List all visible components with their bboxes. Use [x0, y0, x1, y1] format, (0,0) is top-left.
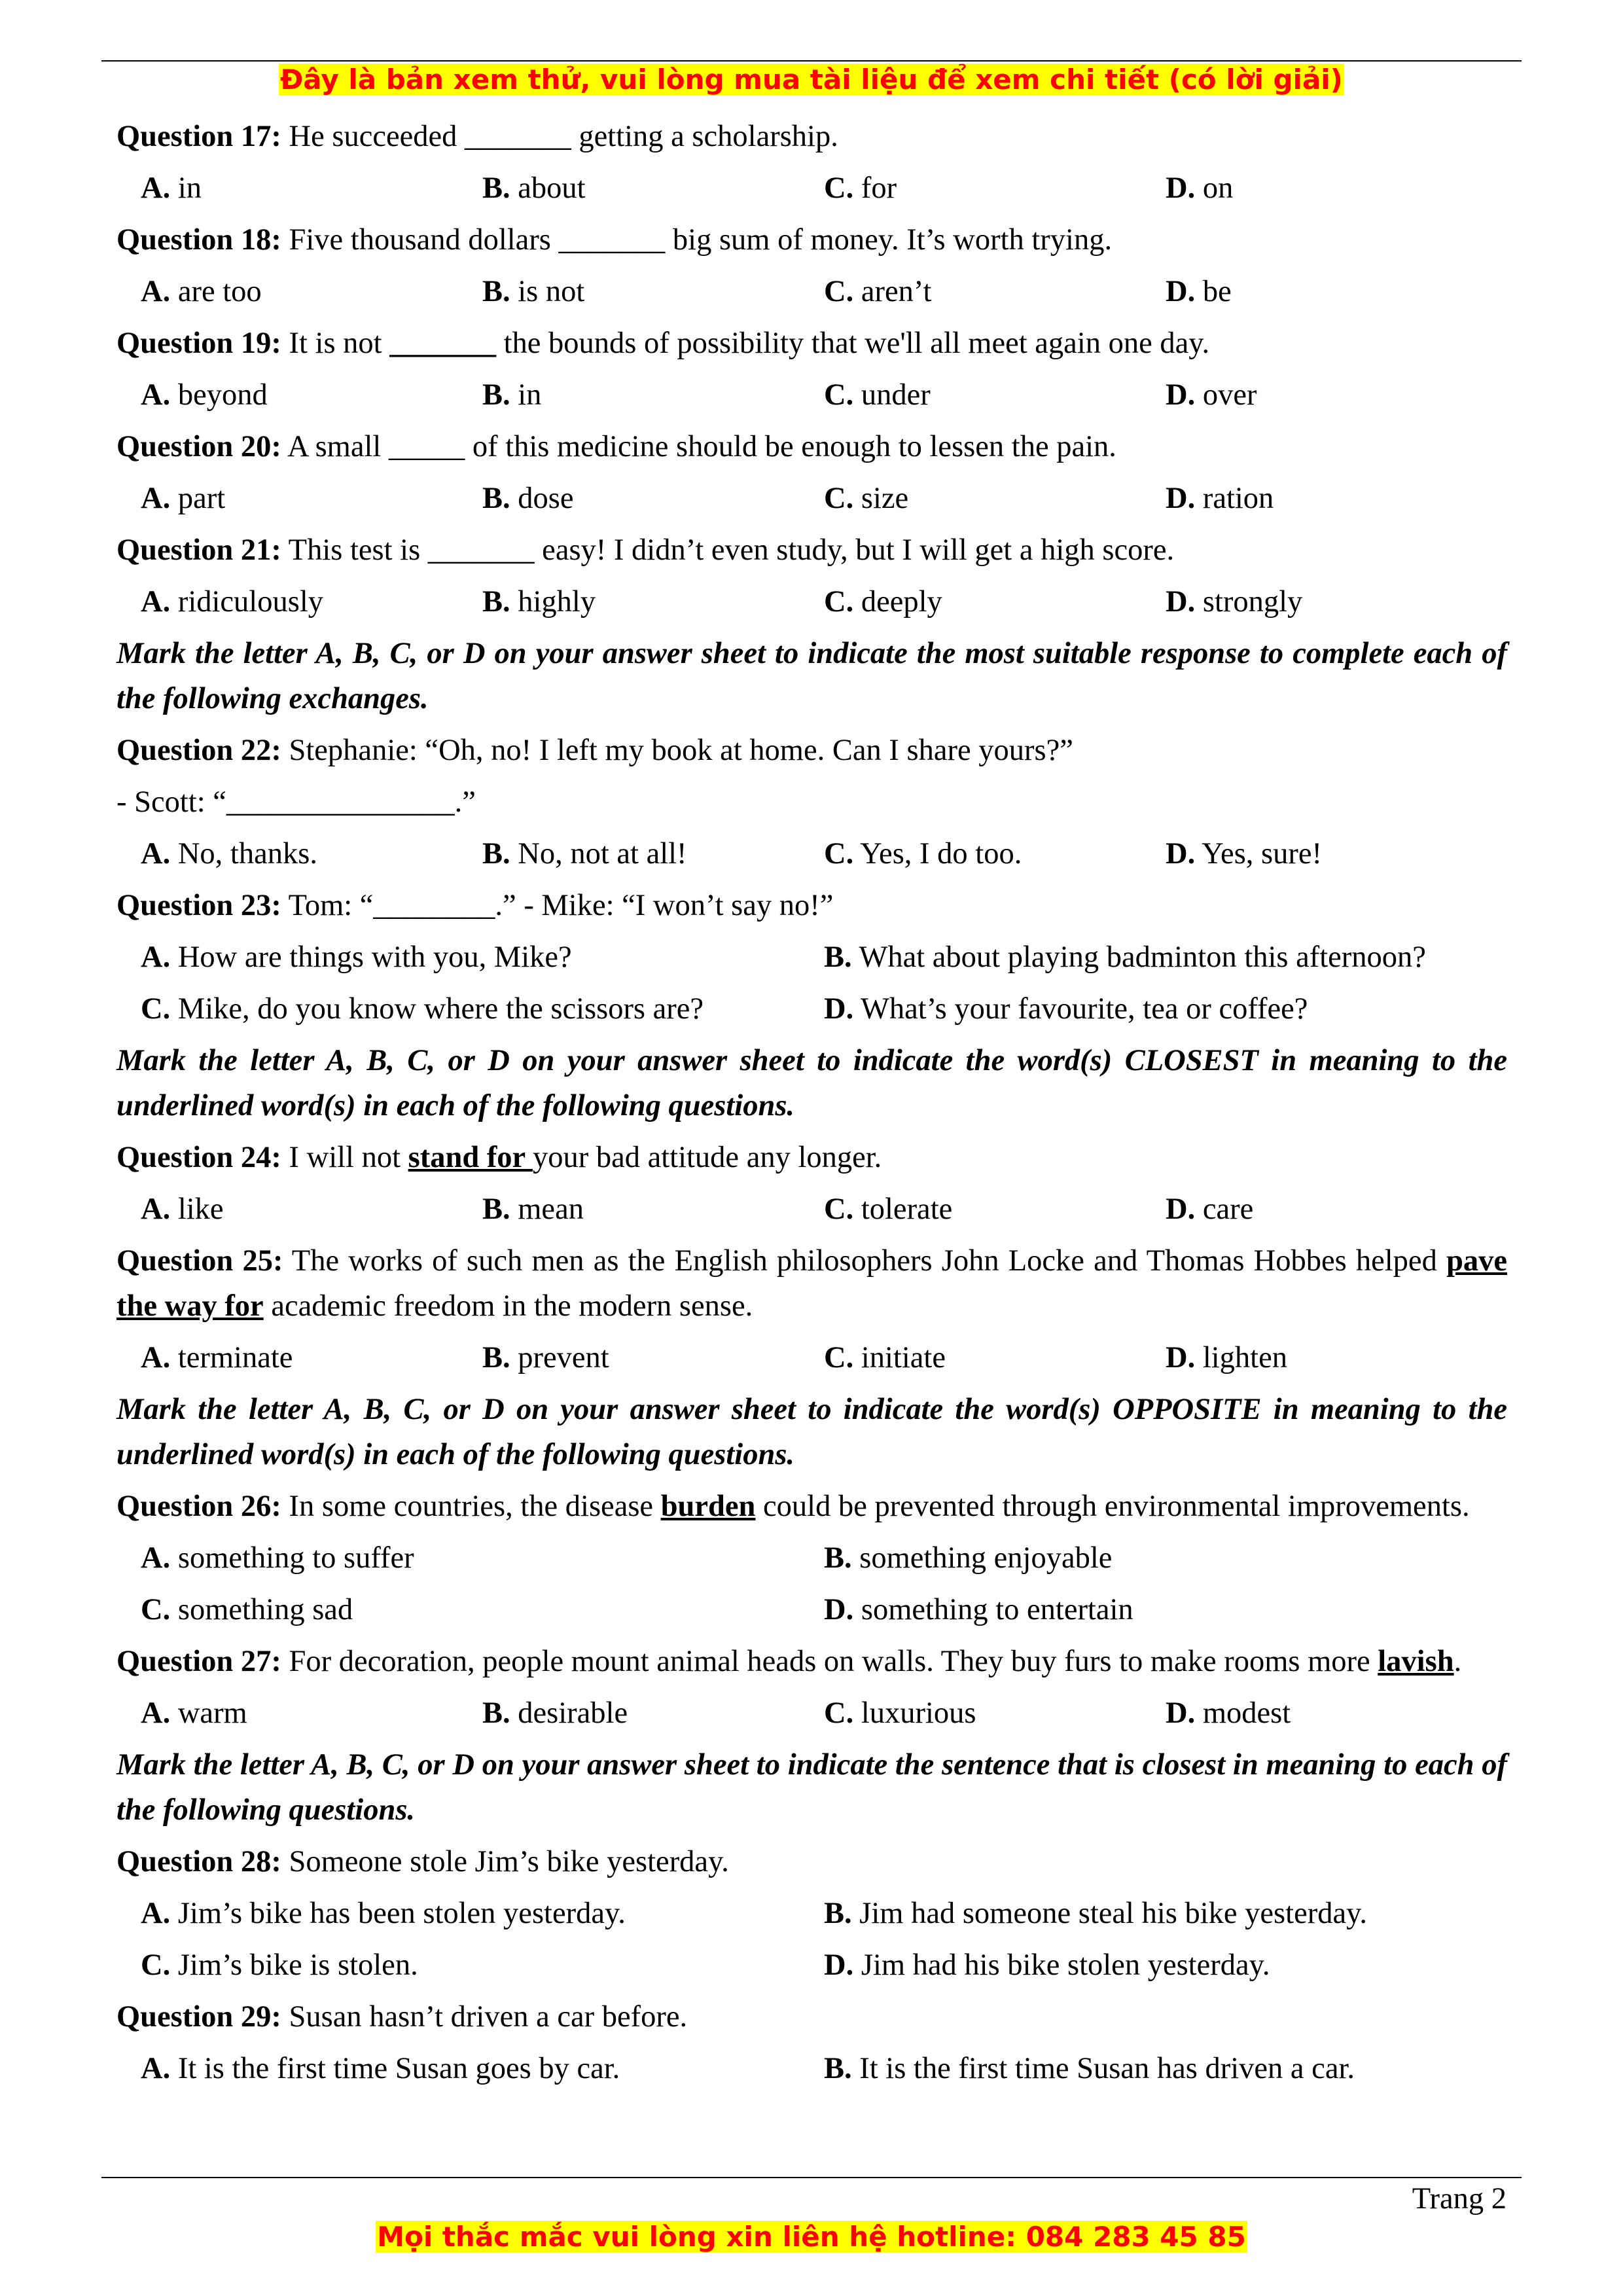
question-26-options-row2 [116, 1584, 1507, 1636]
question-29: Question 29: Susan hasn’t driven a car before. [116, 2000, 688, 2034]
question-22-options [116, 828, 1507, 880]
option-d[interactable]: D. modest [1166, 1696, 1291, 1730]
option-a[interactable]: A. terminate [141, 1341, 293, 1374]
option-a[interactable]: A. How are things with you, Mike? [141, 941, 572, 974]
question-26: Question 26: In some countries, the disease burden could be prevented through environmental improvements. [116, 1490, 1470, 1523]
option-a[interactable]: A. ridiculously [141, 585, 323, 619]
page-number: Trang 2 [1412, 2182, 1507, 2215]
header-banner-text: Đây là bản xem thử, vui lòng mua tài liệu để xem chi tiết (có lời giải) [280, 63, 1343, 96]
option-b[interactable]: B. prevent [482, 1341, 609, 1374]
question-28-options-row1 [116, 1888, 1507, 1939]
option-c[interactable]: C. luxurious [824, 1696, 976, 1730]
question-19-options [116, 369, 1507, 421]
question-29-options-row1 [116, 2043, 1507, 2094]
option-a[interactable]: A. beyond [141, 378, 268, 412]
option-a[interactable]: A. are too [141, 275, 262, 308]
option-d[interactable]: D. Yes, sure! [1166, 837, 1322, 870]
underlined-phrase: pave the way for [116, 1244, 1507, 1323]
option-c[interactable]: C. aren’t [824, 275, 932, 308]
question-20: Question 20: A small _____ of this medicine should be enough to lessen the pain. [116, 430, 1116, 463]
option-b[interactable]: B. something enjoyable [824, 1541, 1113, 1575]
option-d[interactable]: D. lighten [1166, 1341, 1287, 1374]
option-c[interactable]: C. initiate [824, 1341, 946, 1374]
option-b[interactable]: B. highly [482, 585, 596, 619]
question-27: Question 27: For decoration, people mount animal heads on walls. They buy furs to make rooms more lavish. [116, 1645, 1462, 1678]
option-a[interactable]: A. Jim’s bike has been stolen yesterday. [141, 1897, 626, 1930]
footer-banner [0, 2219, 1623, 2255]
option-b[interactable]: B. about [482, 171, 586, 205]
question-24-options [116, 1183, 1507, 1235]
question-20-options [116, 473, 1507, 524]
option-a[interactable]: A. in [141, 171, 202, 205]
question-28-options-row2 [116, 1939, 1507, 1991]
option-c[interactable]: C. size [824, 482, 909, 515]
option-a[interactable]: A. No, thanks. [141, 837, 317, 870]
option-c[interactable]: C. deeply [824, 585, 942, 619]
question-17-options [116, 162, 1507, 214]
option-d[interactable]: D. over [1166, 378, 1257, 412]
question-22-response: - Scott: “_______________.” [116, 785, 476, 819]
option-c[interactable]: C. Yes, I do too. [824, 837, 1022, 870]
header-banner [0, 62, 1623, 98]
footer-rule [101, 2177, 1522, 2178]
option-b[interactable]: B. What about playing badminton this afternoon? [824, 941, 1426, 974]
option-d[interactable]: D. be [1166, 275, 1232, 308]
option-b[interactable]: B. desirable [482, 1696, 628, 1730]
option-d[interactable]: D. something to entertain [824, 1593, 1133, 1626]
option-b[interactable]: B. No, not at all! [482, 837, 687, 870]
option-c[interactable]: C. Mike, do you know where the scissors are? [141, 992, 704, 1026]
option-a[interactable]: A. It is the first time Susan goes by car. [141, 2052, 620, 2085]
question-27-options [116, 1687, 1507, 1739]
question-21-options [116, 576, 1507, 628]
instruction-closest: Mark the letter A, B, C, or D on your answer sheet to indicate the word(s) CLOSEST in meaning to the underlined word(s) in each of the following questions. [116, 1044, 1507, 1122]
question-18-options [116, 266, 1507, 317]
option-b[interactable]: B. mean [482, 1193, 584, 1226]
option-c[interactable]: C. Jim’s bike is stolen. [141, 1948, 418, 1982]
instruction-opposite: Mark the letter A, B, C, or D on your answer sheet to indicate the word(s) OPPOSITE in meaning to the underlined word(s) in each of the following questions. [116, 1393, 1507, 1471]
option-c[interactable]: C. tolerate [824, 1193, 953, 1226]
instruction-sentence: Mark the letter A, B, C, or D on your answer sheet to indicate the sentence that is closest in meaning to each of the following questions. [116, 1748, 1507, 1827]
underlined-word: lavish [1378, 1645, 1454, 1678]
option-a[interactable]: A. like [141, 1193, 224, 1226]
question-23-options-row2 [116, 983, 1507, 1035]
option-a[interactable]: A. warm [141, 1696, 247, 1730]
option-c[interactable]: C. under [824, 378, 931, 412]
instruction-exchanges: Mark the letter A, B, C, or D on your answer sheet to indicate the most suitable response to complete each of the following exchanges. [116, 637, 1507, 715]
option-d[interactable]: D. What’s your favourite, tea or coffee? [824, 992, 1308, 1026]
underlined-word: burden [660, 1490, 756, 1523]
option-b[interactable]: B. Jim had someone steal his bike yesterday. [824, 1897, 1367, 1930]
question-26-options-row1 [116, 1532, 1507, 1584]
option-b[interactable]: B. dose [482, 482, 574, 515]
question-25-options [116, 1332, 1507, 1384]
option-c[interactable]: C. for [824, 171, 897, 205]
question-22: Question 22: Stephanie: “Oh, no! I left my book at home. Can I share yours?” [116, 734, 1073, 767]
option-d[interactable]: D. strongly [1166, 585, 1303, 619]
option-a[interactable]: A. something to suffer [141, 1541, 414, 1575]
option-c[interactable]: C. something sad [141, 1593, 353, 1626]
question-24: Question 24: I will not stand for your bad attitude any longer. [116, 1141, 882, 1174]
option-d[interactable]: D. Jim had his bike stolen yesterday. [824, 1948, 1270, 1982]
question-17: Question 17: He succeeded _______ getting a scholarship. [116, 120, 838, 153]
option-b[interactable]: B. It is the first time Susan has driven a car. [824, 2052, 1355, 2085]
question-23: Question 23: Tom: “________.” - Mike: “I won’t say no!” [116, 889, 834, 922]
option-a[interactable]: A. part [141, 482, 226, 515]
question-25: Question 25: The works of such men as the English philosophers John Locke and Thomas Hobbes helped pave the way for academic freedom in the modern sense. [116, 1244, 1507, 1323]
footer-banner-text: Mọi thắc mắc vui lòng xin liên hệ hotline: 084 283 45 85 [377, 2221, 1246, 2253]
question-18: Question 18: Five thousand dollars _______ big sum of money. It’s worth trying. [116, 223, 1113, 257]
question-19: Question 19: It is not _______ the bounds of possibility that we'll all meet again one day. [116, 327, 1210, 360]
option-d[interactable]: D. care [1166, 1193, 1254, 1226]
underlined-phrase: stand for [408, 1141, 533, 1174]
question-28: Question 28: Someone stole Jim’s bike yesterday. [116, 1845, 729, 1878]
option-d[interactable]: D. ration [1166, 482, 1274, 515]
question-23-options-row1 [116, 931, 1507, 983]
option-b[interactable]: B. is not [482, 275, 585, 308]
question-21: Question 21: This test is _______ easy! I didn’t even study, but I will get a high score. [116, 533, 1175, 567]
option-d[interactable]: D. on [1166, 171, 1234, 205]
option-b[interactable]: B. in [482, 378, 542, 412]
question-content [116, 111, 1507, 2094]
